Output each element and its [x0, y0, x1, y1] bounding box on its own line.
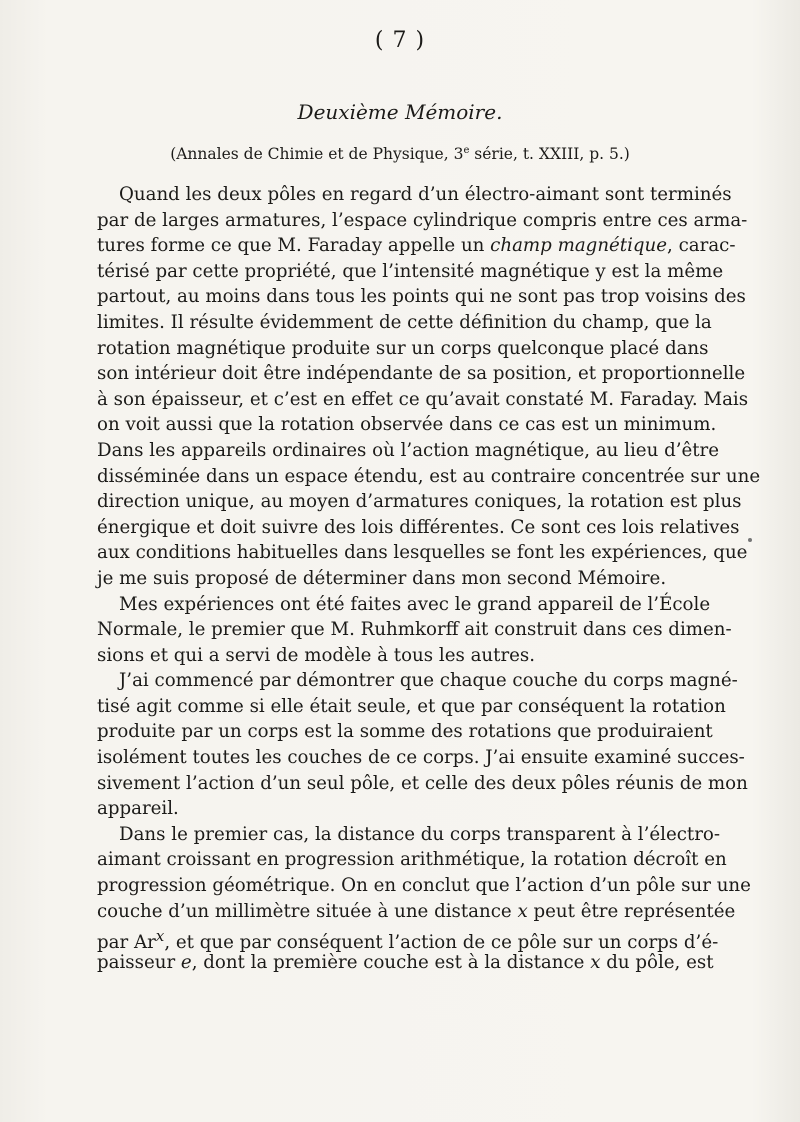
text-line: Mes expériences ont été faites avec le grand appareil de l’École — [119, 593, 711, 615]
paper-speck — [748, 538, 752, 542]
text-line: sions et qui a servi de modèle à tous les autres. — [97, 644, 536, 666]
text-line: appareil. — [97, 798, 179, 820]
text-line: son intérieur doit être indépendante de sa position, et proportionnelle — [97, 363, 746, 385]
text-line: progression géométrique. On en conclut que l’action d’un pôle sur une — [97, 875, 751, 897]
text-line: Normale, le premier que M. Ruhmkorff ait construit dans ces dimen- — [97, 619, 732, 641]
source-text: (Annales de Chimie et de Physique, 3 — [170, 145, 464, 164]
text-line: Quand les deux pôles en regard d’un électro-aimant sont terminés — [119, 184, 732, 205]
math-variable: x — [517, 900, 528, 922]
text-line: aux conditions habituelles dans lesquelles se font les expériences, que — [97, 542, 748, 564]
text-line: térisé par cette propriété, que l’intensité magnétique y est la même — [97, 260, 724, 282]
text-line: limites. Il résulte évidemment de cette définition du champ, que la — [97, 311, 712, 333]
text-line: disséminée dans un espace étendu, est au contraire concentrée sur une — [97, 465, 761, 487]
text-line: paisseur e, dont la première couche est à la distance x du pôle, est — [97, 951, 714, 973]
text-line: Dans les appareils ordinaires où l’action magnétique, au lieu d’être — [97, 439, 720, 461]
text-line: par Ar$^x$, et que par conséquent l’action de ce pôle sur un corps d’é- — [97, 927, 719, 954]
source-citation — [0, 145, 800, 163]
text-line: je me suis proposé de déterminer dans mon second Mémoire. — [97, 567, 667, 589]
text-line: couche d’un millimètre située à une distance x peut être représentée — [97, 900, 736, 922]
source-text-end: série, t. XXIII, p. 5.) — [469, 145, 630, 164]
paragraph — [97, 822, 751, 976]
text-line: isolément toutes les couches de ce corps. J’ai ensuite examiné succes- — [97, 747, 745, 769]
text-line: aimant croissant en progression arithmétique, la rotation décroît en — [97, 849, 727, 871]
source-superscript: e — [463, 145, 470, 156]
paragraph — [97, 182, 761, 592]
text-line: énergique et doit suivre des lois différentes. Ce sont ces lois relatives — [97, 516, 740, 538]
text-line: tisé agit comme si elle était seule, et que par conséquent la rotation — [97, 695, 726, 717]
paragraph — [97, 592, 732, 669]
text-line: sivement l’action d’un seul pôle, et celle des deux pôles réunis de mon — [97, 772, 748, 794]
text-line: partout, au moins dans tous les points qui ne sont pas trop voisins des — [97, 286, 746, 308]
page-number: ( 7 ) — [374, 28, 426, 53]
emphasis: champ magnétique — [490, 235, 668, 257]
text-line: Dans le premier cas, la distance du corps transparent à l’électro- — [119, 823, 720, 845]
math-variable: e — [180, 951, 192, 973]
text-line: produite par un corps est la somme des rotations que produiraient — [97, 721, 713, 743]
text-line: direction unique, au moyen d’armatures coniques, la rotation est plus — [97, 491, 742, 513]
body-text — [97, 182, 761, 975]
paragraph — [97, 668, 748, 822]
text-line: J’ai commencé par démontrer que chaque couche du corps magné- — [119, 670, 738, 692]
math-exponent: x — [155, 927, 165, 946]
text-line: tures forme ce que M. Faraday appelle un champ magnétique, carac- — [97, 235, 736, 257]
text-line: on voit aussi que la rotation observée dans ce cas est un minimum. — [97, 414, 717, 436]
section-title: Deuxième Mémoire. — [297, 100, 503, 124]
text-line: par de larges armatures, l’espace cylindrique compris entre ces arma- — [97, 209, 748, 231]
text-line: à son épaisseur, et c’est en effet ce qu’avait constaté M. Faraday. Mais — [97, 388, 749, 410]
math-variable: x — [590, 951, 601, 973]
text-line: rotation magnétique produite sur un corps quelconque placé dans — [97, 337, 709, 359]
